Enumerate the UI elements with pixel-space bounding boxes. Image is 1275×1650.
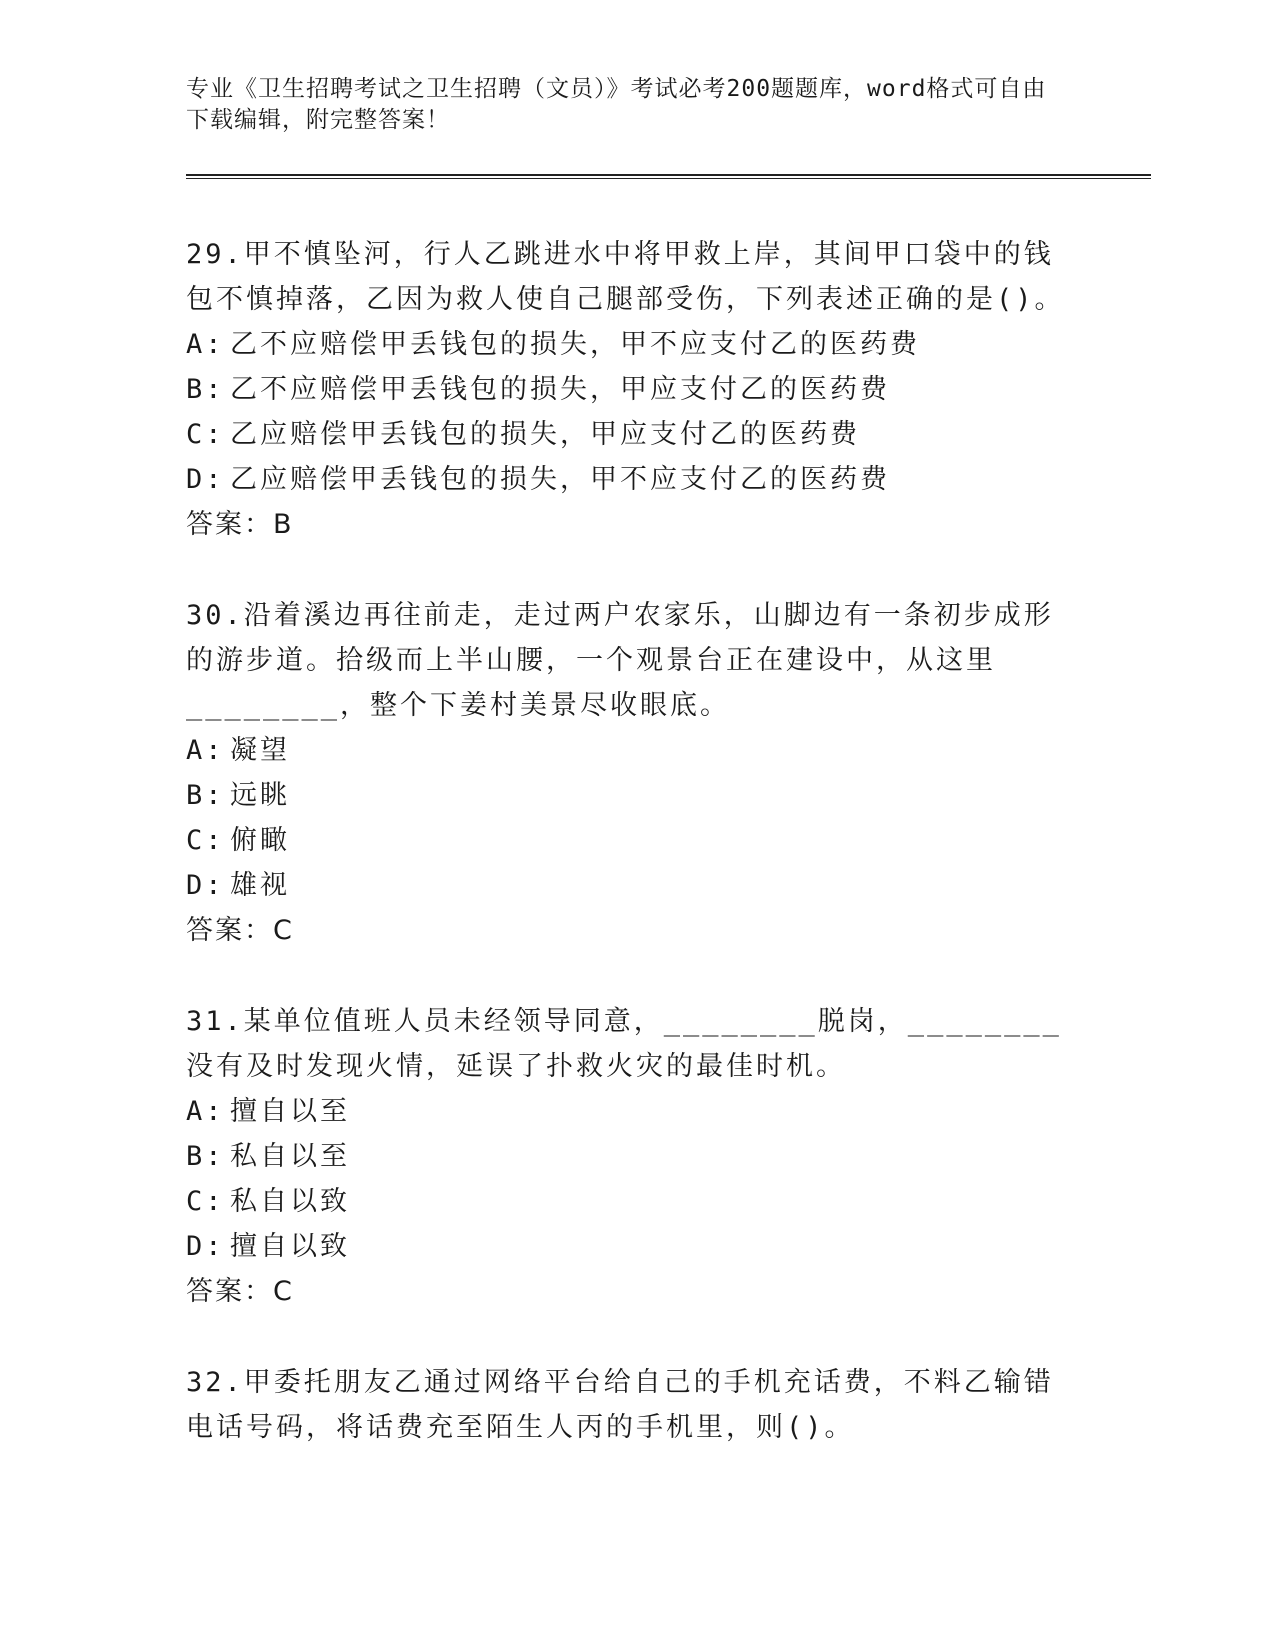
document-header: 专业《卫生招聘考试之卫生招聘（文员）》考试必考200题题库，word格式可自由下载编辑，附完整答案！ (186, 76, 1047, 133)
answer-line: 答案：B (186, 509, 294, 540)
option-c (186, 412, 1066, 457)
answer-line: 答案：C (186, 1276, 294, 1307)
option-text: 乙不应赔偿甲丢钱包的损失，甲应支付乙的医药费 (230, 374, 890, 405)
option-text: 私自以至 (230, 1141, 350, 1172)
option-key: C: (186, 1186, 225, 1217)
question-31 (186, 999, 1066, 1314)
option-text: 乙应赔偿甲丢钱包的损失，甲不应支付乙的医药费 (230, 464, 890, 495)
option-text: 乙应赔偿甲丢钱包的损失，甲应支付乙的医药费 (230, 419, 860, 450)
option-key: B: (186, 1141, 225, 1172)
option-a (186, 1089, 1066, 1134)
question-32 (186, 1360, 1066, 1450)
question-stem: 29.甲不慎坠河，行人乙跳进水中将甲救上岸，其间甲口袋中的钱包不慎掉落，乙因为救人使自己腿部受伤，下列表述正确的是()。 (186, 239, 1065, 315)
option-key: A: (186, 1096, 225, 1127)
option-key: A: (186, 329, 225, 360)
option-key: C: (186, 825, 225, 856)
option-text: 擅自以至 (230, 1096, 350, 1127)
header-divider (186, 174, 1151, 179)
option-text: 俯瞰 (230, 825, 290, 856)
option-key: B: (186, 780, 225, 811)
option-key: D: (186, 870, 225, 901)
option-key: B: (186, 374, 225, 405)
question-30 (186, 593, 1066, 953)
question-29 (186, 232, 1066, 547)
option-a (186, 322, 1066, 367)
option-b (186, 367, 1066, 412)
option-key: D: (186, 1231, 225, 1262)
option-text: 擅自以致 (230, 1231, 350, 1262)
option-key: D: (186, 464, 225, 495)
option-a (186, 728, 1066, 773)
option-text: 雄视 (230, 870, 290, 901)
question-list (186, 232, 1066, 1496)
option-c (186, 818, 1066, 863)
option-c (186, 1179, 1066, 1224)
option-text: 乙不应赔偿甲丢钱包的损失，甲不应支付乙的医药费 (230, 329, 920, 360)
question-stem: 31.某单位值班人员未经领导同意，________脱岗，________没有及时发现火情，延误了扑救火灾的最佳时机。 (186, 1006, 1062, 1082)
option-d (186, 863, 1066, 908)
option-d (186, 1224, 1066, 1269)
option-text: 私自以致 (230, 1186, 350, 1217)
answer-line: 答案：C (186, 915, 294, 946)
option-text: 凝望 (230, 735, 290, 766)
question-stem: 32.甲委托朋友乙通过网络平台给自己的手机充话费，不料乙输错电话号码，将话费充至陌生人丙的手机里，则()。 (186, 1367, 1054, 1443)
option-b (186, 1134, 1066, 1179)
option-key: C: (186, 419, 225, 450)
option-d (186, 457, 1066, 502)
option-key: A: (186, 735, 225, 766)
option-b (186, 773, 1066, 818)
question-stem: 30.沿着溪边再往前走，走过两户农家乐，山脚边有一条初步成形的游步道。拾级而上半山腰，一个观景台正在建设中，从这里________，整个下姜村美景尽收眼底。 (186, 600, 1054, 721)
option-text: 远眺 (230, 780, 290, 811)
